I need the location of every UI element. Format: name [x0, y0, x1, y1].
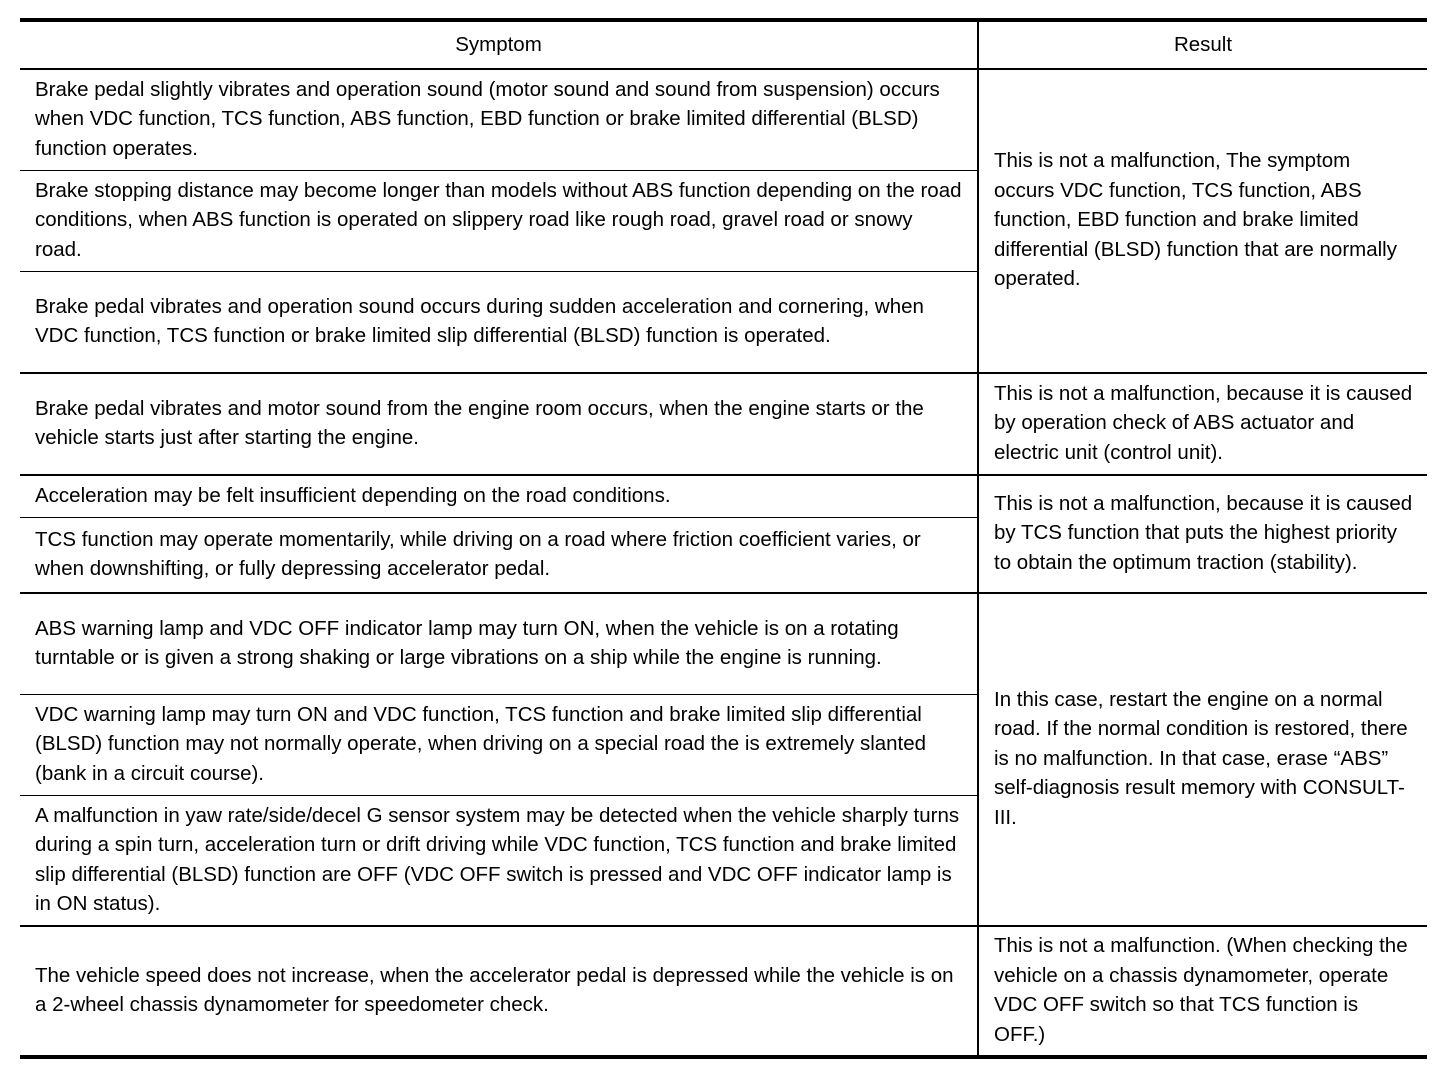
symptom-cell: ABS warning lamp and VDC OFF indicator lamp may turn ON, when the vehicle is on a rotating turntable or is given a strong shaking or large vibrations on a ship while the engine is running. [20, 593, 978, 695]
result-cell: This is not a malfunction. (When checking the vehicle on a chassis dynamometer, operate VDC OFF switch so that TCS function is OFF.) [978, 926, 1427, 1057]
symptom-cell: Acceleration may be felt insufficient depending on the road conditions. [20, 475, 978, 518]
result-cell: This is not a malfunction, because it is caused by TCS function that puts the highest priority to obtain the optimum traction (stability). [978, 475, 1427, 593]
table-row [20, 926, 1427, 1057]
symptom-cell: Brake pedal slightly vibrates and operation sound (motor sound and sound from suspension) occurs when VDC function, TCS function, ABS function, EBD function or brake limited differential (BLSD) function operates. [20, 69, 978, 171]
symptom-cell: TCS function may operate momentarily, while driving on a road where friction coefficient varies, or when downshifting, or fully depressing accelerator pedal. [20, 518, 978, 594]
table-row [20, 69, 1427, 171]
symptom-cell: VDC warning lamp may turn ON and VDC function, TCS function and brake limited slip differential (BLSD) function may not normally operate, when driving on a special road the is extremely slanted (bank in a circuit course). [20, 695, 978, 796]
table-row [20, 593, 1427, 695]
result-cell: This is not a malfunction, because it is caused by operation check of ABS actuator and electric unit (control unit). [978, 373, 1427, 475]
symptom-cell: Brake pedal vibrates and motor sound from the engine room occurs, when the engine starts or the vehicle starts just after starting the engine. [20, 373, 978, 475]
result-column-header: Result [978, 20, 1427, 69]
table-row [20, 373, 1427, 475]
symptom-cell: The vehicle speed does not increase, when the accelerator pedal is depressed while the vehicle is on a 2-wheel chassis dynamometer for speedometer check. [20, 926, 978, 1057]
table-header-row [20, 20, 1427, 69]
symptom-cell: A malfunction in yaw rate/side/decel G sensor system may be detected when the vehicle sharply turns during a spin turn, acceleration turn or drift driving while VDC function, TCS function and brake limited slip differential (BLSD) function are OFF (VDC OFF switch is pressed and VDC OFF indicator lamp is in ON status). [20, 796, 978, 927]
symptom-column-header: Symptom [20, 20, 978, 69]
symptom-cell: Brake pedal vibrates and operation sound occurs during sudden acceleration and cornering, when VDC function, TCS function or brake limited slip differential (BLSD) function is operated. [20, 272, 978, 374]
table-row [20, 475, 1427, 518]
symptom-cell: Brake stopping distance may become longer than models without ABS function depending on the road conditions, when ABS function is operated on slippery road like rough road, gravel road or snowy road. [20, 171, 978, 272]
result-cell: In this case, restart the engine on a normal road. If the normal condition is restored, there is no malfunction. In that case, erase “ABS” self-diagnosis result memory with CONSULT-III. [978, 593, 1427, 926]
result-cell: This is not a malfunction, The symptom occurs VDC function, TCS function, ABS function, EBD function and brake limited differential (BLSD) function that are normally operated. [978, 69, 1427, 373]
symptom-result-table-container [20, 18, 1427, 1059]
symptom-result-table [20, 18, 1427, 1059]
